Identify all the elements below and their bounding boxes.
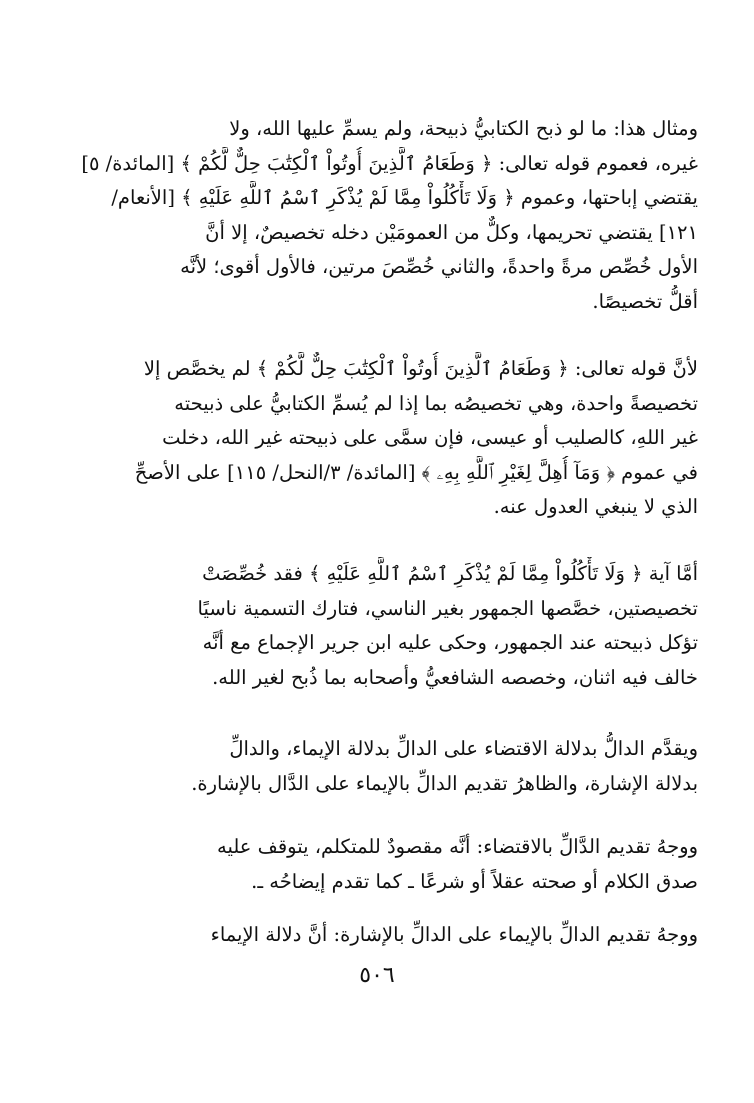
text-line: يقتضي إباحتها، وعموم ﴿ وَلَا تَأْكُلُواْ مِمَّا لَمْ يُذْكَرِ ٱسْمُ ٱللَّهِ عَلَيْهِ ﴾ [الأنعام/ [111, 186, 698, 209]
text-line: تخصيصتين، خصَّصها الجمهور بغير الناسي، فتارك التسمية ناسيًا [197, 596, 698, 620]
text-line: ١٢١] يقتضي تحريمها، وكلٌّ من العمومَيْن دخله تخصيصٌ، إلا أنَّ [205, 220, 698, 244]
text-line: بدلالة الإشارة، والظاهرُ تقديم الدالِّ بالإيماء على الدَّال بالإشارة. [191, 771, 698, 795]
text-line: الذي لا ينبغي العدول عنه. [493, 495, 698, 518]
text-line: صدق الكلام أو صحته عقلاً أو شرعًا ـ كما تقدم إيضاحُه ـ. [251, 869, 698, 893]
paragraph-5 [74, 830, 698, 899]
text-line: ويقدَّم الدالُّ بدلالة الاقتضاء على الدالِّ بدلالة الإيماء، والدالِّ [229, 737, 698, 760]
paragraph-6 [74, 918, 698, 953]
text-line: غير اللهِ، كالصليب أو عيسى، فإن سمَّى على ذبيحته غير الله، دخلت [162, 426, 698, 449]
text-line: أقلُّ تخصيصًا. [592, 289, 698, 313]
text-line: ووجهُ تقديم الدالِّ بالإيماء على الدالِّ بالإشارة: أنَّ دلالة الإيماء [210, 923, 698, 946]
text-line: تؤكل ذبيحته عند الجمهور، وحكى عليه ابن جرير الإجماع مع أنَّه [202, 631, 698, 654]
text-line: الأول خُصِّص مرةً واحدةً، والثاني خُصِّصَ مرتين، فالأول أقوى؛ لأنَّه [180, 255, 698, 278]
text-line: لأنَّ قوله تعالى: ﴿ وَطَعَامُ ٱلَّذِينَ أُوتُواْ ٱلْكِتَٰبَ حِلٌّ لَّكُمْ ﴾ لم يخصَّص إلا [143, 357, 698, 380]
page-number: ٥٠٦ [359, 963, 395, 988]
text-line: ومثال هذا: ما لو ذبح الكتابيُّ ذبيحة، ولم يسمِّ عليها الله، ولا [229, 117, 698, 140]
text-line: ووجهُ تقديم الدَّالِّ بالاقتضاء: أنَّه مقصودٌ للمتكلم، يتوقف عليه [217, 835, 698, 858]
paragraph-2 [74, 352, 698, 525]
paragraph-4 [74, 732, 698, 801]
paragraph-3 [74, 557, 698, 695]
text-line: أمَّا آية ﴿ وَلَا تَأْكُلُواْ مِمَّا لَمْ يُذْكَرِ ٱسْمُ ٱللَّهِ عَلَيْهِ ﴾ فقد خُصِّصَتْ [202, 562, 698, 585]
text-line: غيره، فعموم قوله تعالى: ﴿ وَطَعَامُ ٱلَّذِينَ أُوتُواْ ٱلْكِتَٰبَ حِلٌّ لَّكُمْ ﴾ [المائدة/ ٥] [81, 151, 698, 175]
paragraph-1 [74, 112, 698, 319]
text-line: خالف فيه اثنان، وخصصه الشافعيُّ وأصحابه بما ذُبح لغير الله. [212, 665, 698, 689]
text-line: تخصيصةً واحدة، وهي تخصيصُه بما إذا لم يُسمِّ الكتابيُّ على ذبيحته [174, 391, 698, 415]
text-line: في عموم ﴿ وَمَآ أُهِلَّ لِغَيْرِ ٱللَّهِ بِهِۦ ﴾ [المائدة/ ٣/النحل/ ١١٥] على الأصحِّ [134, 460, 698, 484]
